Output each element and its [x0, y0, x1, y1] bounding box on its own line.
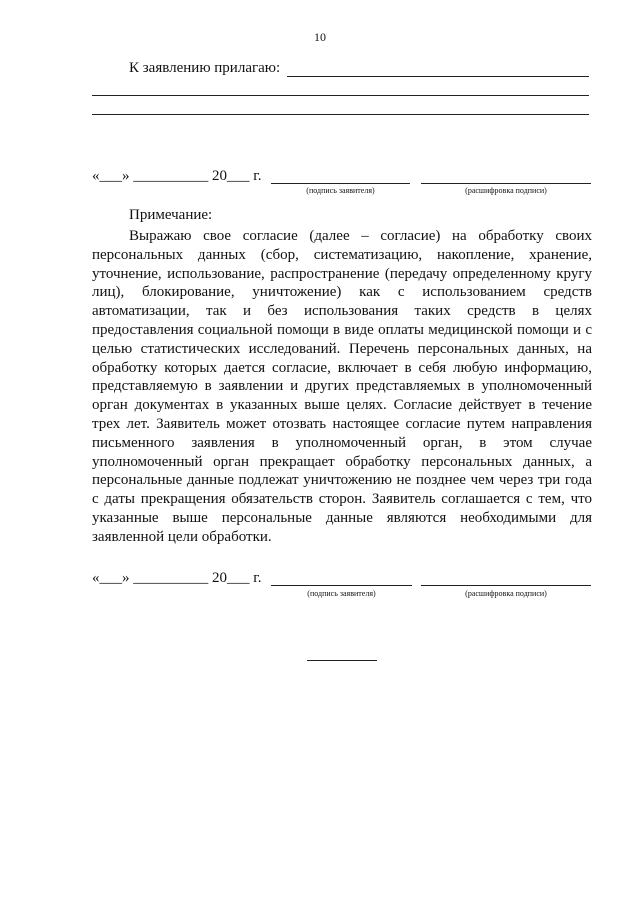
- date-field-1: «___» __________ 20___ г.: [92, 168, 262, 184]
- attachment-line-2: [92, 95, 589, 96]
- transcript-caption-2: (расшифровка подписи): [465, 589, 547, 598]
- closing-separator: [307, 660, 377, 661]
- transcript-line-1: [421, 183, 591, 184]
- signature-line-1: [271, 183, 410, 184]
- signature-caption-2: (подпись заявителя): [307, 589, 376, 598]
- attachment-label: К заявлению прилагаю:: [129, 60, 281, 76]
- signature-caption-1: (подпись заявителя): [306, 186, 375, 195]
- date-field-2: «___» __________ 20___ г.: [92, 570, 262, 586]
- attachment-line-1: [287, 76, 589, 77]
- note-body: Выражаю свое согласие (далее – согласие) на обработку своих персональных данных (сбор, систематизацию, накопление, хранение, уточнение, использование, распространение (передачу определенному кругу лиц), блокирование, уничтожение) как с использованием средств автоматизации, так и без использования таких средств в целях предоставления социальной помощи в виде оплаты медицинской помощи и с целью статистических исследований. Перечень персональных данных, на обработку которых дается согласие, включает в себя любую информацию, представляемую в заявлении и других представляемых в уполномоченный орган документах в указанных выше целях. Согласие действует в течение трех лет. Заявитель может отозвать настоящее согласие путем направления письменного заявления в уполномоченный орган, в этом случае уполномоченный орган прекращает обработку персональных данных, а персональные данные подлежат уничтожению не позднее чем через три года с даты прекращения обязательств сторон. Заявитель соглашается с тем, что указанные выше персональные данные являются необходимыми для заявленной цели обработки.: [92, 228, 592, 545]
- signature-line-2: [271, 585, 412, 586]
- transcript-caption-1: (расшифровка подписи): [465, 186, 547, 195]
- note-title: Примечание:: [129, 207, 213, 223]
- transcript-line-2: [421, 585, 591, 586]
- attachment-line-3: [92, 114, 589, 115]
- page-number: 10: [314, 30, 326, 44]
